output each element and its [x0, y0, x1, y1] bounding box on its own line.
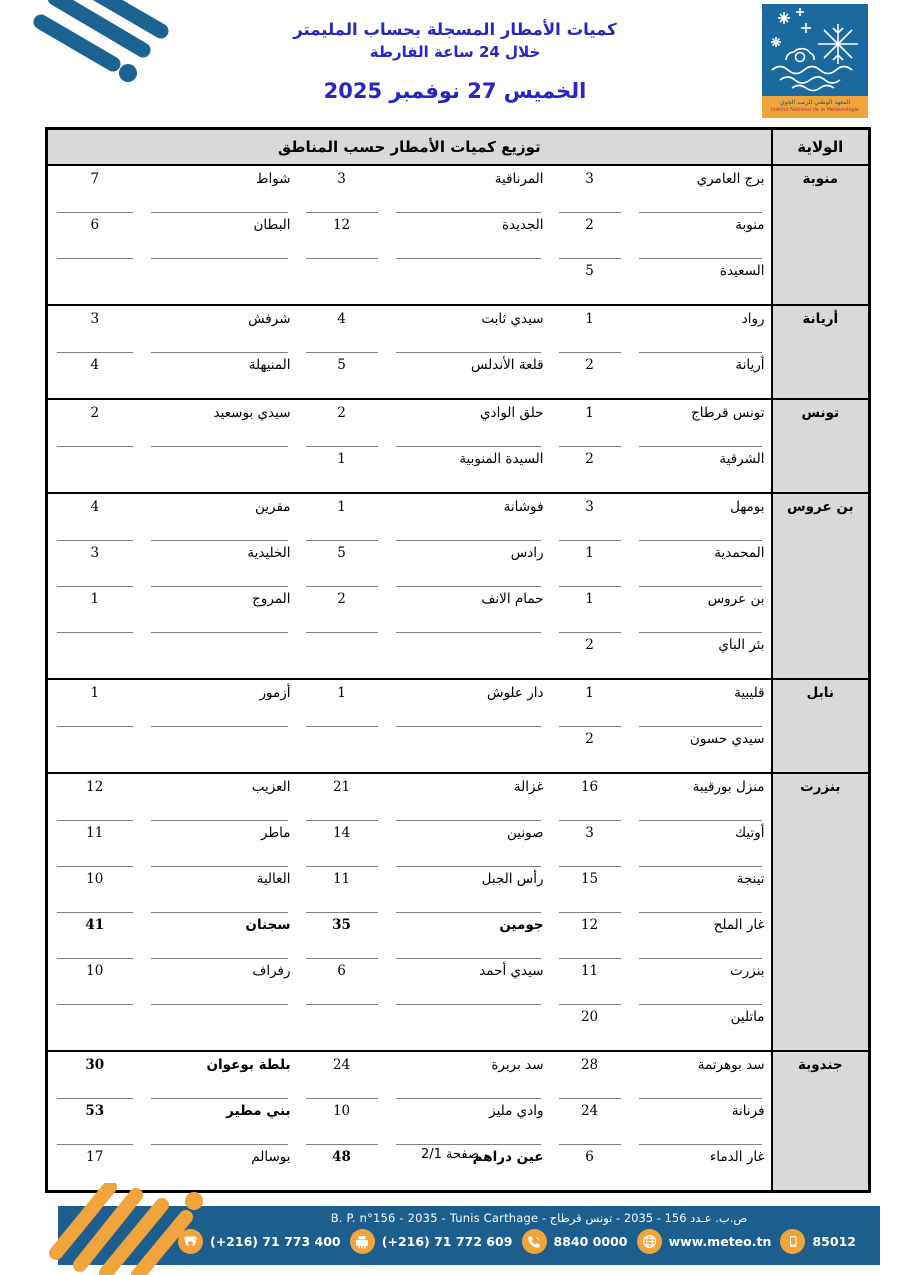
- rain-value-cell: 1: [550, 586, 630, 632]
- rain-value-cell: 24: [297, 1051, 387, 1098]
- region-name-cell: غار الدماء: [630, 1144, 772, 1192]
- table-row: [47, 1004, 870, 1051]
- inm-emblem-logo: [762, 4, 868, 118]
- table-row: [47, 258, 870, 305]
- rain-value-cell: [297, 258, 387, 305]
- rain-value-cell: [47, 632, 142, 679]
- governorate-cell: جندوبة: [772, 1051, 870, 1192]
- rain-value-cell: 15: [550, 866, 630, 912]
- fax-icon: [350, 1229, 375, 1254]
- rain-value-cell: 48: [297, 1144, 387, 1192]
- region-name-cell: الشرقية: [630, 446, 772, 493]
- rain-value-cell: 1: [550, 399, 630, 446]
- page-number: صفحة 2/1: [420, 1147, 480, 1162]
- rain-value-cell: 3: [550, 820, 630, 866]
- rain-value-cell: 41: [47, 912, 142, 958]
- region-name-cell: سجنان: [142, 912, 297, 958]
- table-row: [47, 305, 870, 352]
- contact-label: www.meteo.tn: [668, 1234, 772, 1249]
- rain-value-cell: 6: [297, 958, 387, 1004]
- call-icon: [522, 1229, 547, 1254]
- region-name-cell: [142, 726, 297, 773]
- region-name-cell: بن عروس: [630, 586, 772, 632]
- region-name-cell: البطان: [142, 212, 297, 258]
- rain-value-cell: 1: [47, 679, 142, 726]
- table-row: [47, 1051, 870, 1098]
- rain-value-cell: 1: [297, 679, 387, 726]
- rain-value-cell: 2: [550, 212, 630, 258]
- region-name-cell: بني مطير: [142, 1098, 297, 1144]
- region-name-cell: جومين: [387, 912, 550, 958]
- region-name-cell: العالية: [142, 866, 297, 912]
- rain-value-cell: 10: [47, 866, 142, 912]
- rain-value-cell: 12: [297, 212, 387, 258]
- rain-value-cell: 53: [47, 1098, 142, 1144]
- rain-value-cell: [297, 1004, 387, 1051]
- governorate-cell: نابل: [772, 679, 870, 773]
- rain-value-cell: 4: [297, 305, 387, 352]
- contact-label: 85012: [812, 1234, 856, 1249]
- rain-value-cell: 24: [550, 1098, 630, 1144]
- region-name-cell: ماتلين: [630, 1004, 772, 1051]
- rain-value-cell: 2: [550, 726, 630, 773]
- region-name-cell: قلعة الأندلس: [387, 352, 550, 399]
- region-name-cell: السيدة المنوبية: [387, 446, 550, 493]
- region-name-cell: [387, 632, 550, 679]
- region-name-cell: تونس قرطاج: [630, 399, 772, 446]
- region-name-cell: [142, 1004, 297, 1051]
- logo-dot: [119, 64, 137, 82]
- rain-value-cell: [47, 258, 142, 305]
- governorate-cell: أريانة: [772, 305, 870, 399]
- region-name-cell: تينجة: [630, 866, 772, 912]
- rain-value-cell: 6: [47, 212, 142, 258]
- rain-value-cell: [47, 726, 142, 773]
- region-name-cell: رفراف: [142, 958, 297, 1004]
- region-name-cell: مقرين: [142, 493, 297, 540]
- table-row: [47, 679, 870, 726]
- table-row: [47, 958, 870, 1004]
- region-name-cell: [142, 446, 297, 493]
- footer-bar: [58, 1206, 880, 1265]
- rain-value-cell: 5: [297, 352, 387, 399]
- rain-value-cell: 2: [550, 352, 630, 399]
- region-name-cell: المحمدية: [630, 540, 772, 586]
- rain-value-cell: 1: [550, 540, 630, 586]
- region-name-cell: ماطر: [142, 820, 297, 866]
- inm-strokes-logo-icon: [25, 0, 180, 118]
- rain-value-cell: 16: [550, 773, 630, 820]
- table-row: [47, 165, 870, 212]
- mobile-icon: [780, 1229, 805, 1254]
- region-name-cell: السعيدة: [630, 258, 772, 305]
- region-name-cell: سيدي بوسعيد: [142, 399, 297, 446]
- rain-value-cell: 11: [550, 958, 630, 1004]
- region-name-cell: حلق الوادي: [387, 399, 550, 446]
- inm-caption-band: [762, 96, 868, 118]
- table-row: [47, 912, 870, 958]
- region-name-cell: شرفش: [142, 305, 297, 352]
- rain-value-cell: [47, 446, 142, 493]
- region-name-cell: حمام الانف: [387, 586, 550, 632]
- table-row: [47, 399, 870, 446]
- rain-value-cell: 3: [550, 165, 630, 212]
- rain-value-cell: 35: [297, 912, 387, 958]
- region-name-cell: بئر الباي: [630, 632, 772, 679]
- region-name-cell: سيدي أحمد: [387, 958, 550, 1004]
- globe-icon: [637, 1229, 662, 1254]
- rain-value-cell: 11: [47, 820, 142, 866]
- rain-value-cell: 11: [297, 866, 387, 912]
- rain-value-cell: 4: [47, 352, 142, 399]
- region-name-cell: برج العامري: [630, 165, 772, 212]
- region-name-cell: فوشانة: [387, 493, 550, 540]
- table-row: [47, 352, 870, 399]
- rain-value-cell: 7: [47, 165, 142, 212]
- rain-value-cell: 3: [47, 540, 142, 586]
- table-row: [47, 820, 870, 866]
- rain-value-cell: 2: [550, 632, 630, 679]
- rain-value-cell: [297, 726, 387, 773]
- region-name-cell: الخليدية: [142, 540, 297, 586]
- rainfall-table: [45, 127, 871, 1193]
- region-name-cell: وادي مليز: [387, 1098, 550, 1144]
- region-name-cell: أريانة: [630, 352, 772, 399]
- distribution-column-header: توزيع كميات الأمطار حسب المناطق: [47, 129, 772, 166]
- region-name-cell: منوبة: [630, 212, 772, 258]
- contact-item: [350, 1229, 513, 1254]
- report-title-line2: خلال 24 ساعة الفارطة: [369, 42, 541, 61]
- region-name-cell: بوسالم: [142, 1144, 297, 1192]
- weather-emblem-icon: [762, 4, 868, 96]
- rain-value-cell: 5: [297, 540, 387, 586]
- governorate-cell: بن عروس: [772, 493, 870, 679]
- rain-value-cell: 3: [297, 165, 387, 212]
- table-row: [47, 212, 870, 258]
- region-name-cell: شواط: [142, 165, 297, 212]
- rain-value-cell: 3: [47, 305, 142, 352]
- inm-emblem-art: [762, 4, 868, 96]
- rain-value-cell: 12: [47, 773, 142, 820]
- rain-value-cell: 5: [550, 258, 630, 305]
- footer-address: ص.ب. عـدد 156 - 2035 - تونس قرطاج - B. P. n°156 - 2035 - Tunis Carthage: [330, 1211, 748, 1225]
- table-row: [47, 726, 870, 773]
- governorate-cell: منوبة: [772, 165, 870, 305]
- table-row: [47, 540, 870, 586]
- region-name-cell: منزل بورقيبة: [630, 773, 772, 820]
- footer-contacts: [178, 1229, 856, 1254]
- region-name-cell: رأس الجبل: [387, 866, 550, 912]
- report-title-block: [250, 18, 660, 103]
- contact-item: [780, 1229, 856, 1254]
- rain-value-cell: 1: [550, 679, 630, 726]
- contact-label: (+216) 71 772 609: [381, 1234, 513, 1249]
- region-name-cell: دار علوش: [387, 679, 550, 726]
- rain-value-cell: 14: [297, 820, 387, 866]
- region-name-cell: صونين: [387, 820, 550, 866]
- rain-value-cell: 10: [297, 1098, 387, 1144]
- rain-value-cell: 4: [47, 493, 142, 540]
- governorate-cell: تونس: [772, 399, 870, 493]
- rain-value-cell: 17: [47, 1144, 142, 1192]
- rain-value-cell: [297, 632, 387, 679]
- rainfall-table-body: [47, 165, 870, 1192]
- region-name-cell: أوتيك: [630, 820, 772, 866]
- region-name-cell: [387, 258, 550, 305]
- rain-value-cell: 21: [297, 773, 387, 820]
- region-name-cell: فرنانة: [630, 1098, 772, 1144]
- region-name-cell: رواد: [630, 305, 772, 352]
- rain-value-cell: 6: [550, 1144, 630, 1192]
- rain-value-cell: 28: [550, 1051, 630, 1098]
- rain-value-cell: 1: [550, 305, 630, 352]
- region-name-cell: بنزرت: [630, 958, 772, 1004]
- region-name-cell: [387, 1004, 550, 1051]
- region-name-cell: بلطة بوعوان: [142, 1051, 297, 1098]
- rain-value-cell: 2: [47, 399, 142, 446]
- region-name-cell: المنيهلة: [142, 352, 297, 399]
- rain-value-cell: [47, 1004, 142, 1051]
- contact-item: [637, 1229, 772, 1254]
- report-date: الخميس 27 نوفمبر 2025: [323, 78, 587, 103]
- table-row: [47, 866, 870, 912]
- region-name-cell: رادس: [387, 540, 550, 586]
- contact-label: 8840 0000: [553, 1234, 628, 1249]
- rain-value-cell: 2: [550, 446, 630, 493]
- region-name-cell: [387, 726, 550, 773]
- table-row: [47, 632, 870, 679]
- rain-value-cell: 1: [297, 493, 387, 540]
- report-title-line1: كميات الأمطار المسجلة بحساب المليمتر: [293, 20, 617, 39]
- table-row: [47, 586, 870, 632]
- region-name-cell: قليبية: [630, 679, 772, 726]
- contact-label: (+216) 71 773 400: [210, 1234, 341, 1249]
- region-name-cell: غار الملح: [630, 912, 772, 958]
- region-name-cell: سيدي حسون: [630, 726, 772, 773]
- table-row: [47, 493, 870, 540]
- rain-value-cell: 1: [297, 446, 387, 493]
- rain-value-cell: 3: [550, 493, 630, 540]
- governorate-cell: بنزرت: [772, 773, 870, 1051]
- rain-value-cell: 20: [550, 1004, 630, 1051]
- table-row: [47, 773, 870, 820]
- inm-caption-arabic: المعهد الوطني للرصد الجوي: [779, 99, 851, 106]
- rain-value-cell: 2: [297, 399, 387, 446]
- inm-caption-french: Institut National de la Météorologie: [770, 107, 860, 113]
- region-name-cell: [142, 258, 297, 305]
- region-name-cell: أزمور: [142, 679, 297, 726]
- contact-item: [178, 1229, 341, 1254]
- table-row: [47, 446, 870, 493]
- rain-value-cell: 10: [47, 958, 142, 1004]
- region-name-cell: عين دراهم: [387, 1144, 550, 1192]
- region-name-cell: سد بوهرتمة: [630, 1051, 772, 1098]
- region-name-cell: الجديدة: [387, 212, 550, 258]
- rain-value-cell: 30: [47, 1051, 142, 1098]
- region-name-cell: بومهل: [630, 493, 772, 540]
- region-name-cell: [142, 632, 297, 679]
- region-name-cell: العزيب: [142, 773, 297, 820]
- region-name-cell: غزالة: [387, 773, 550, 820]
- table-row: [47, 1098, 870, 1144]
- rain-value-cell: 12: [550, 912, 630, 958]
- table-header-row: [47, 129, 870, 166]
- region-name-cell: المروج: [142, 586, 297, 632]
- contact-item: [522, 1229, 628, 1254]
- region-name-cell: المرناقية: [387, 165, 550, 212]
- phone-icon: [178, 1229, 203, 1254]
- rain-value-cell: 2: [297, 586, 387, 632]
- region-name-cell: سد بربرة: [387, 1051, 550, 1098]
- governorate-column-header: الولاية: [772, 129, 870, 166]
- region-name-cell: سيدي ثابت: [387, 305, 550, 352]
- rain-value-cell: 1: [47, 586, 142, 632]
